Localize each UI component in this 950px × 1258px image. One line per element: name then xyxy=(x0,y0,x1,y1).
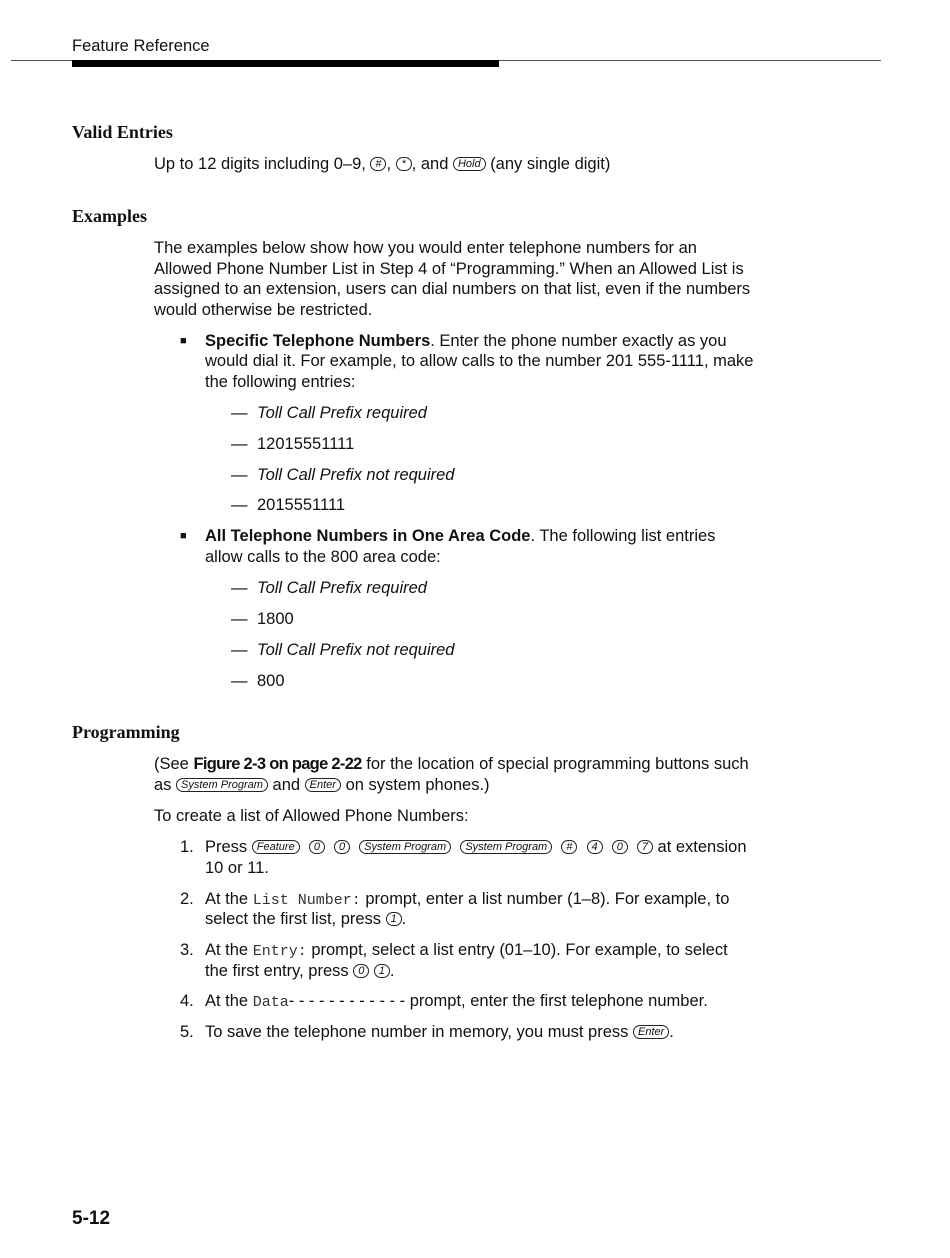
page-number: 5-12 xyxy=(72,1208,111,1229)
entry-prompt: Entry: xyxy=(252,943,307,960)
bullet-1-line-2: would dial it. For example, to allow calls to the number 201 555-1111, make xyxy=(205,352,754,370)
data-prompt: Data xyxy=(252,994,289,1011)
step-5-line-1: To save the telephone number in memory, you must press Enter . xyxy=(205,1023,674,1041)
create-list-text: To create a list of Allowed Phone Numbers: xyxy=(154,807,469,825)
zero-key-icon: 0 xyxy=(309,840,325,854)
pound-key-icon: # xyxy=(370,157,386,171)
bullet-1-entry: — Toll Call Prefix required xyxy=(231,404,427,422)
step-number: 2. xyxy=(180,890,194,908)
step-3-line-2: the first entry, press 0 1 . xyxy=(205,962,395,980)
zero-key-icon: 0 xyxy=(353,964,369,978)
pound-key-icon: # xyxy=(561,840,577,854)
bullet-2-entry: — Toll Call Prefix required xyxy=(231,579,427,597)
step-2-line-1: At the List Number: prompt, enter a list number (1–8). For example, to xyxy=(205,890,730,909)
examples-intro-line-2: Allowed Phone Number List in Step 4 of “Programming.” When an Allowed List is xyxy=(154,260,744,278)
step-4-line-1: At the Data- - - - - - - - - - - - prompt, enter the first telephone number. xyxy=(205,992,708,1011)
bullet-1-line-1: Specific Telephone Numbers. Enter the phone number exactly as you xyxy=(205,332,727,350)
system-program-key-icon: System Program xyxy=(176,778,268,792)
examples-heading: Examples xyxy=(72,206,148,226)
zero-key-icon: 0 xyxy=(612,840,628,854)
step-1-line-1: Press Feature 0 0 System Program System Program # 4 0 7 at extension xyxy=(205,838,747,856)
header-bar xyxy=(72,60,499,67)
examples-intro-line-4: would otherwise be restricted. xyxy=(154,301,373,319)
seven-key-icon: 7 xyxy=(637,840,653,854)
step-3-line-1: At the Entry: prompt, select a list entry (01–10). For example, to select xyxy=(205,941,728,960)
feature-key-icon: Feature xyxy=(252,840,300,854)
bullet-1-entry: — 12015551111 xyxy=(231,435,355,453)
bullet-2-entry: — 800 xyxy=(231,672,285,690)
bullet-mark: ■ xyxy=(180,335,187,347)
bullet-2-title: All Telephone Numbers in One Area Code xyxy=(205,527,531,545)
figure-reference: Figure 2-3 on page 2-22 xyxy=(193,755,362,773)
step-1-line-2: 10 or 11. xyxy=(205,859,269,877)
valid-entries-text: Up to 12 digits including 0–9, # , * , and Hold (any single digit) xyxy=(154,155,611,173)
data-prompt-dashes: - - - - - - - - - - - - xyxy=(288,992,406,1010)
programming-see-line-1: (See Figure 2-3 on page 2-22 for the location of special programming buttons such xyxy=(154,755,749,773)
bullet-1-line-3: the following entries: xyxy=(205,373,356,391)
step-number: 1. xyxy=(180,838,194,856)
bullet-1-entry: — Toll Call Prefix not required xyxy=(231,466,455,484)
zero-key-icon: 0 xyxy=(334,840,350,854)
step-number: 3. xyxy=(180,941,194,959)
running-header: Feature Reference xyxy=(72,37,210,55)
star-key-icon: * xyxy=(396,157,412,171)
bullet-1-entry: — 2015551111 xyxy=(231,496,346,514)
list-number-prompt: List Number: xyxy=(252,892,361,909)
bullet-2-line-2: allow calls to the 800 area code: xyxy=(205,548,441,566)
programming-heading: Programming xyxy=(72,722,180,742)
bullet-2-line-1: All Telephone Numbers in One Area Code. The following list entries xyxy=(205,527,716,545)
bullet-2-entry: — 1800 xyxy=(231,610,294,628)
step-number: 4. xyxy=(180,992,194,1010)
examples-intro-line-3: assigned to an extension, users can dial numbers on that list, even if the numbers xyxy=(154,280,751,298)
one-key-icon: 1 xyxy=(374,964,390,978)
enter-key-icon: Enter xyxy=(633,1025,669,1039)
step-number: 5. xyxy=(180,1023,194,1041)
bullet-2-entry: — Toll Call Prefix not required xyxy=(231,641,455,659)
examples-intro-line-1: The examples below show how you would enter telephone numbers for an xyxy=(154,239,697,257)
valid-entries-heading: Valid Entries xyxy=(72,122,173,142)
step-2-line-2: select the first list, press 1 . xyxy=(205,910,407,928)
programming-see-line-2: as System Program and Enter on system phones.) xyxy=(154,776,490,794)
hold-key-icon: Hold xyxy=(453,157,486,171)
four-key-icon: 4 xyxy=(587,840,603,854)
system-program-key-icon: System Program xyxy=(460,840,552,854)
bullet-mark: ■ xyxy=(180,530,187,542)
system-program-key-icon: System Program xyxy=(359,840,451,854)
one-key-icon: 1 xyxy=(386,912,402,926)
enter-key-icon: Enter xyxy=(305,778,341,792)
bullet-1-title: Specific Telephone Numbers xyxy=(205,332,431,350)
